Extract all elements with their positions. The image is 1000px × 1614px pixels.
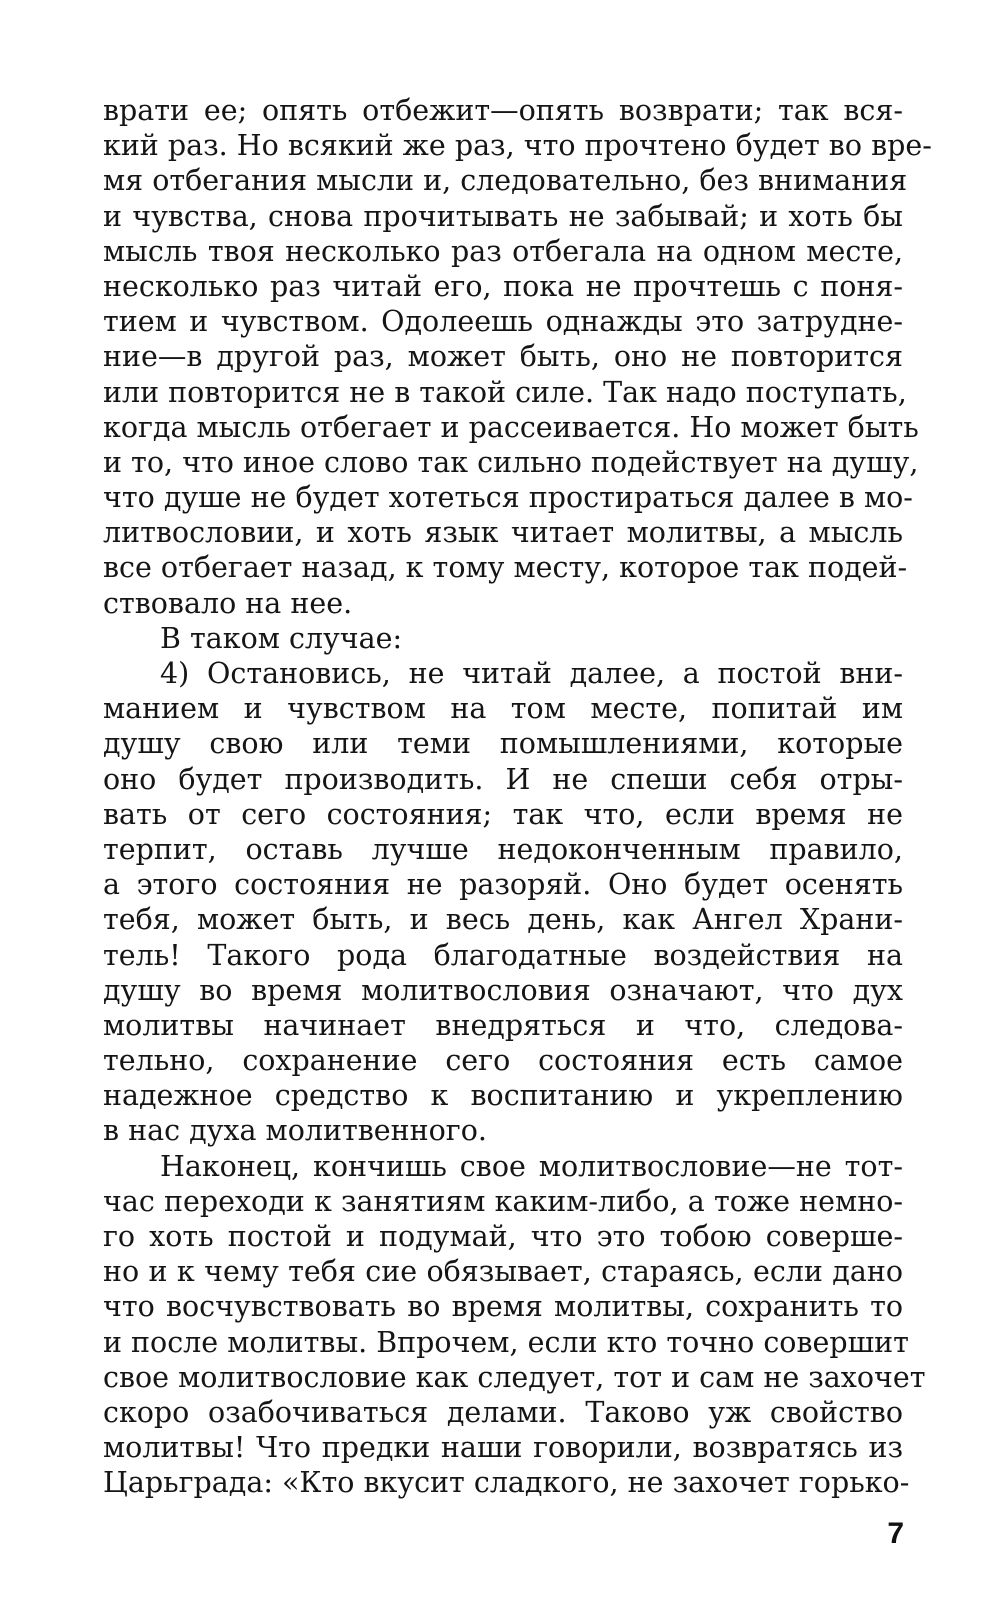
text-line: и после молитвы. Впрочем, если кто точно совершит — [103, 1325, 909, 1359]
paragraph-2 — [103, 621, 903, 656]
text-line: в нас духа молитвенного. — [103, 1114, 487, 1148]
text-line: В таком случае: — [160, 621, 403, 655]
text-line: свое молитвословие как следует, тот и сам не захочет — [103, 1360, 926, 1394]
text-line: молитвы! Что предки наши говорили, возвратясь из — [103, 1431, 903, 1465]
text-line: надежное средство к воспитанию и укреплению — [103, 1079, 903, 1113]
text-line: мысль твоя несколько раз отбегала на одном месте, — [103, 234, 903, 268]
text-line: ствовало на нее. — [103, 586, 353, 620]
text-line: молитвы начинает внедряться и что, следова- — [103, 1008, 903, 1042]
text-line: и то, что иное слово так сильно подействует на душу, — [103, 445, 919, 479]
paragraph-1 — [103, 93, 932, 621]
text-line: вать от сего состояния; так что, если время не — [103, 797, 903, 831]
text-line: и чувства, снова прочитывать не забывай; и хоть бы — [103, 199, 903, 233]
text-line: тель! Такого рода благодатные воздействия на — [103, 938, 903, 972]
text-line: манием и чувством на том месте, попитай им — [103, 692, 903, 726]
text-line: душу свою или теми помышлениями, которые — [103, 727, 903, 761]
text-line: душу во время молитвословия означают, что дух — [103, 973, 903, 1007]
text-line: а этого состояния не разоряй. Оно будет осенять — [103, 868, 903, 902]
text-line: что душе не будет хотеться простираться далее в мо- — [103, 481, 913, 515]
text-line: го хоть постой и подумай, что это тобою соверше- — [103, 1220, 903, 1253]
text-line: врати ее; опять отбежит—опять возврати; так вся- — [103, 94, 903, 127]
text-line: мя отбегания мысли и, следовательно, без внимания — [103, 164, 908, 198]
text-line: что восчувствовать во время молитвы, сохранить то — [103, 1290, 903, 1324]
text-line: литвословии, и хоть язык читает молитвы, а мысль — [103, 516, 903, 550]
text-line: 4) Остановись, не читай далее, а постой вни- — [160, 657, 903, 690]
text-line: кий раз. Но всякий же раз, что прочтено будет во вре- — [103, 129, 932, 163]
text-line: или повторится не в такой силе. Так надо поступать, — [103, 375, 907, 409]
text-line: Наконец, кончишь свое молитвословие—не тот- — [160, 1149, 903, 1183]
text-line: час переходи к занятиям каким-либо, а тоже немно- — [103, 1184, 903, 1218]
text-line: Царьграда: «Кто вкусит сладкого, не захочет горько- — [103, 1466, 910, 1500]
text-line: но и к чему тебя сие обязывает, стараясь, если дано — [103, 1255, 903, 1289]
text-line: оно будет производить. И не спеши себя отры- — [103, 762, 903, 796]
text-line: ние—в другой раз, может быть, оно не повторится — [103, 340, 903, 374]
text-line: когда мысль отбегает и рассеивается. Но может быть — [103, 410, 919, 444]
paragraph-4 — [103, 1149, 926, 1501]
text-line: терпит, оставь лучше недоконченным правило, — [103, 832, 903, 866]
text-line: тием и чувством. Одолеешь однажды это затрудне- — [103, 305, 903, 339]
text-line: тельно, сохранение сего состояния есть самое — [103, 1044, 903, 1078]
text-line: скоро озабочиваться делами. Таково уж свойство — [103, 1395, 903, 1429]
text-line: все отбегает назад, к тому месту, которое так подей- — [103, 551, 908, 585]
text-line: несколько раз читай его, пока не прочтешь с поня- — [103, 269, 903, 303]
page-body-text — [103, 93, 932, 1501]
page-number: 7 — [887, 1517, 904, 1550]
text-line: тебя, может быть, и весь день, как Ангел Храни- — [103, 903, 903, 937]
paragraph-3-numbered-item — [103, 656, 903, 1149]
